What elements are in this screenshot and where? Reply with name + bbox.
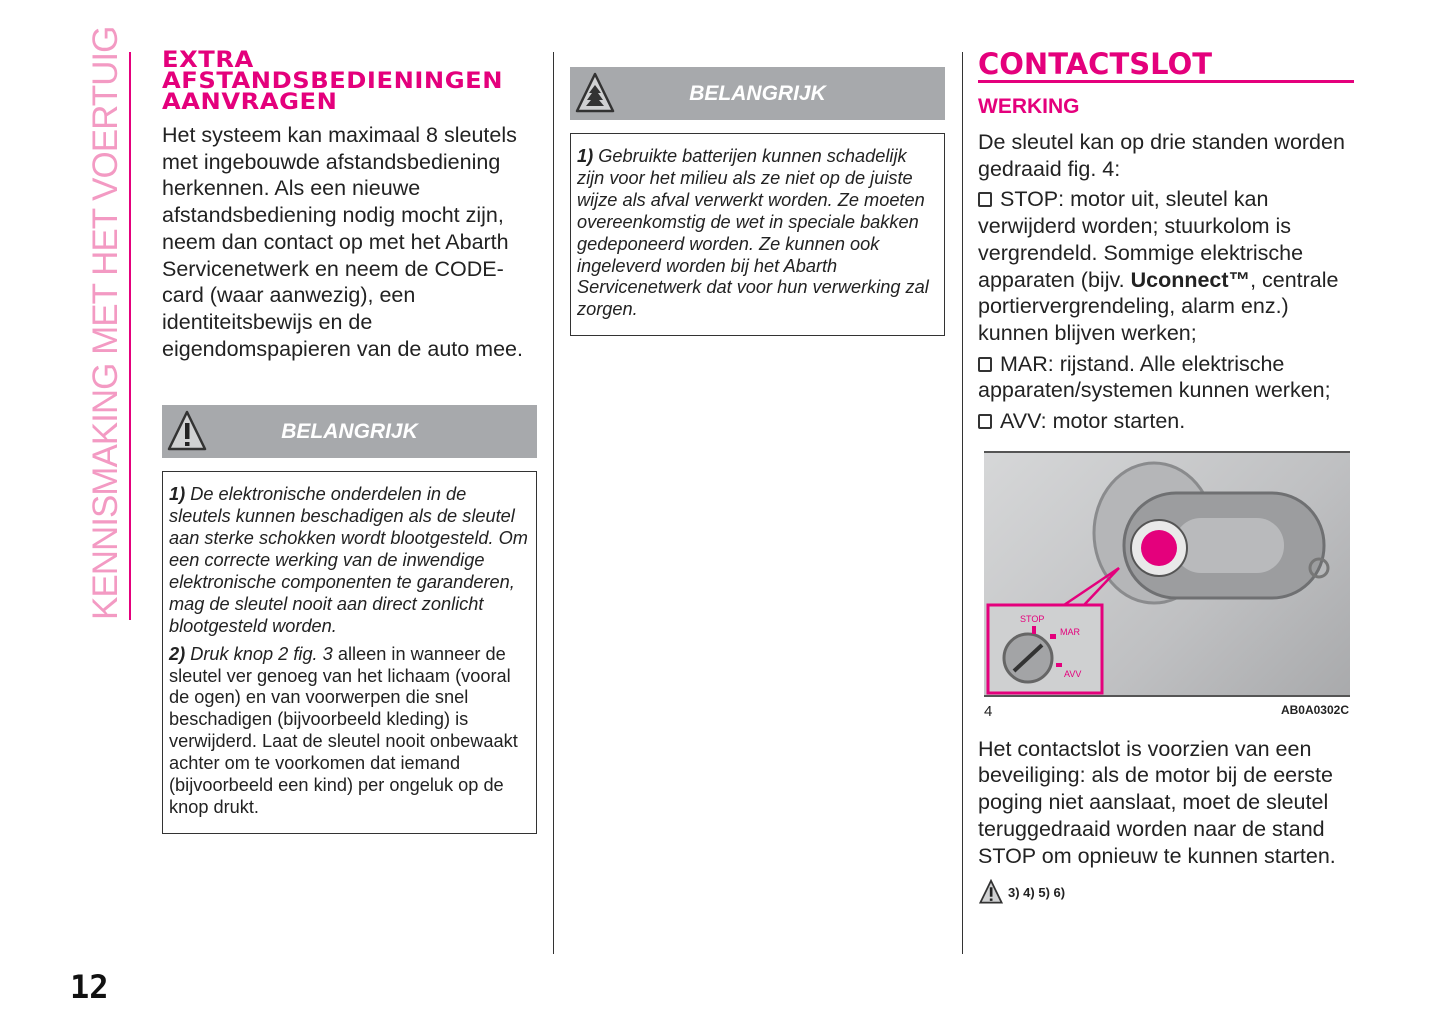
column-1	[162, 50, 537, 834]
line: eigendomspapieren van de auto mee.	[162, 336, 523, 361]
body-text	[162, 122, 537, 362]
chapter-divider	[129, 52, 131, 620]
checkbox-bullet-icon	[978, 192, 992, 207]
column-2	[570, 50, 945, 336]
label-avv: AVV	[1064, 668, 1082, 679]
list-item	[978, 351, 1353, 404]
column-divider	[962, 52, 963, 954]
item-text: MAR: rijstand. Alle elektrische apparaten/systemen kunnen werken;	[978, 351, 1331, 403]
page-number: 12	[70, 968, 109, 1006]
line: identiteitsbewijs en de	[162, 309, 373, 334]
section-heading	[162, 50, 575, 113]
warning-title: BELANGRIJK	[281, 419, 418, 443]
figure-number: 4	[984, 702, 993, 720]
section-subtitle: WERKING	[978, 95, 1080, 118]
label-mar: MAR	[1060, 626, 1080, 637]
warning-triangle-icon	[166, 409, 208, 453]
line: met ingebouwde afstandsbediening	[162, 149, 501, 174]
item-text: AVV: motor starten.	[1000, 409, 1186, 434]
warning-title: BELANGRIJK	[689, 81, 826, 105]
warning-triangle-icon	[978, 879, 1004, 905]
warning-notes	[570, 133, 945, 336]
item-text: , centrale portiervergrendeling, alarm enz.) kunnen blijven werken;	[978, 267, 1339, 345]
section-title: CONTACTSLOT	[978, 50, 1354, 83]
line: afstandsbediening nodig mocht zijn,	[162, 203, 504, 228]
warning-banner	[570, 67, 945, 120]
reference-numbers: 3) 4) 5) 6)	[1008, 884, 1066, 900]
warning-banner	[162, 405, 537, 458]
intro-text: De sleutel kan op drie standen worden gedraaid fig. 4:	[978, 130, 1345, 181]
item-bold: Uconnect™	[1130, 267, 1251, 292]
note-text: Druk knop 2 fig. 3	[190, 643, 333, 664]
note-1	[169, 484, 530, 637]
column-3	[978, 47, 1353, 905]
heading-line: AFSTANDSBEDIENINGEN	[162, 69, 504, 94]
note-text: alleen in wanneer de sleutel ver genoeg van het lichaam (vooral de ogen) en van voorwerpen die snel beschadigen (bijvoorbeeld kleding) is verwijderd. Laat de sleutel nooit onbewaakt achter om te voorkomen dat iemand (bijvoorbeeld een kind) per ongeluk op de knop drukt.	[169, 643, 518, 818]
figure-ignition	[984, 451, 1350, 697]
body-text: Het contactslot is voorzien van een beveiliging: als de motor bij de eerste poging niet aanslaat, moet de sleutel teruggedraaid worden naar de stand STOP om opnieuw te kunnen starten.	[978, 736, 1336, 868]
heading-line: EXTRA	[162, 48, 254, 73]
figure-code: AB0A0302C	[1280, 702, 1349, 717]
line: herkennen. Als een nieuwe	[162, 176, 421, 201]
note-text: Gebruikte batterijen kunnen schadelijk zijn voor het milieu als ze niet op de juiste wijze als afval verwerkt worden. Ze moeten overeenkomstig de wet in speciale bakken gedeponeerd worden. Ze kunnen ook ingeleverd worden bij het Abarth Servicenetwerk dat voor hun verwerking zal zorgen.	[577, 146, 929, 320]
note-number: 2)	[169, 643, 186, 664]
line: neem dan contact op met het Abarth	[162, 229, 509, 254]
note-1	[577, 146, 938, 321]
heading-line: AANVRAGEN	[162, 90, 338, 115]
line: Het systeem kan maximaal 8 sleutels	[162, 123, 517, 147]
line: Servicenetwerk en neem de CODE-	[162, 256, 504, 281]
figure-caption	[984, 703, 1349, 720]
line: card (waar aanwezig), een	[162, 283, 416, 308]
environment-tree-icon	[574, 71, 616, 115]
list-item	[978, 186, 1353, 346]
warning-notes	[162, 471, 537, 834]
checkbox-bullet-icon	[978, 357, 992, 372]
note-number: 1)	[577, 146, 594, 166]
list-item	[978, 408, 1353, 435]
column-divider	[553, 52, 554, 954]
note-2	[169, 644, 530, 819]
note-number: 1)	[169, 484, 186, 505]
ignition-key-illustration	[984, 453, 1350, 695]
label-stop: STOP	[1020, 613, 1045, 624]
warning-references	[978, 879, 1353, 905]
checkbox-bullet-icon	[978, 414, 992, 429]
note-text: De elektronische onderdelen in de sleutels kunnen beschadigen als de sleutel aan sterke schokken wordt blootgesteld. Om een correcte werking van de inwendige elektronische componenten te garanderen, mag de sleutel nooit aan direct zonlicht blootgesteld worden.	[169, 484, 528, 636]
chapter-title: KENNISMAKING MET HET VOERTUIG	[86, 26, 125, 620]
item-text: STOP: motor uit, sleutel kan verwijderd worden; stuurkolom is vergrendeld. Sommige elektrische apparaten (bijv.	[978, 187, 1304, 292]
